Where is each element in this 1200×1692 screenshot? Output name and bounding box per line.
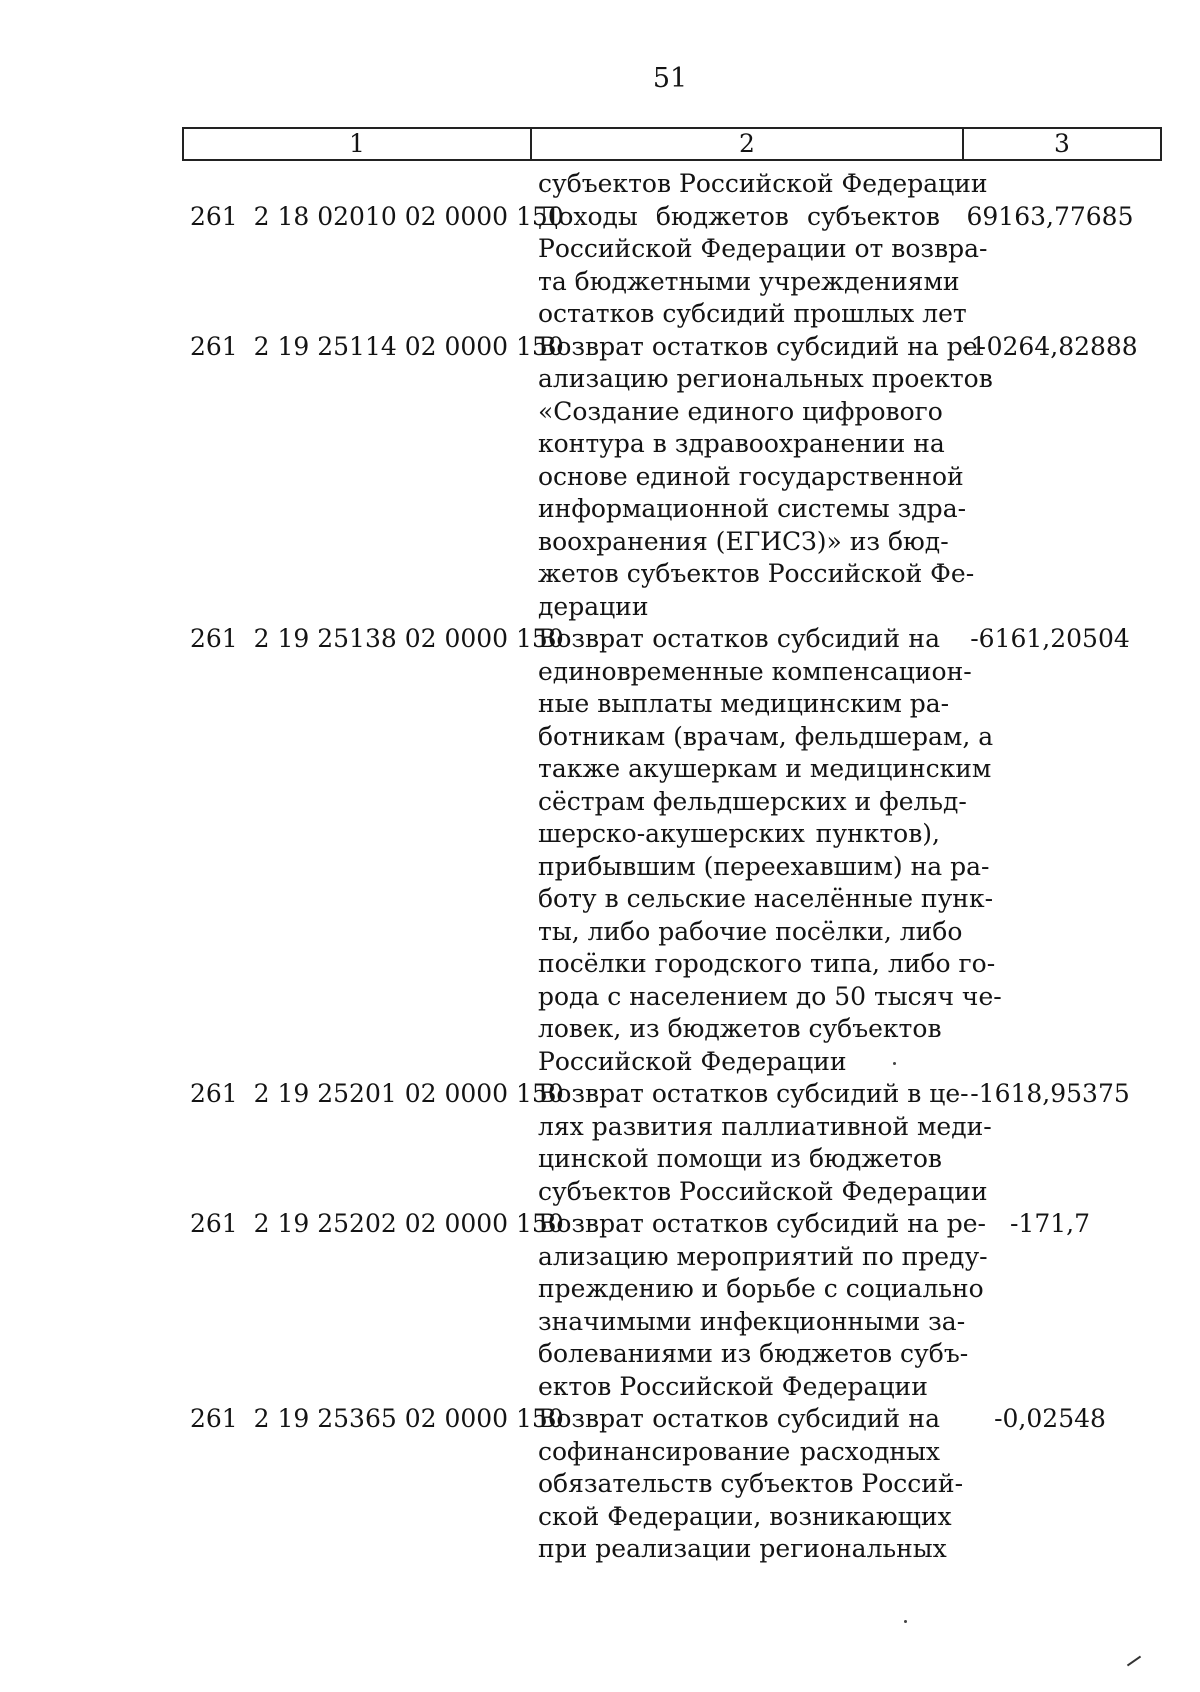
description-line: Возврат остатков субсидий в це- — [538, 1079, 969, 1108]
page-number: 51 — [652, 63, 688, 94]
budget-code: 261 2 18 02010 02 0000 150 — [190, 201, 564, 231]
description-cell — [528, 1403, 964, 1566]
table-body — [182, 168, 1182, 1566]
scan-mark — [1127, 1656, 1141, 1667]
description-cell — [528, 1208, 988, 1403]
amount-value: -10264,82888 — [962, 331, 1138, 361]
budget-code: 261 2 19 25138 02 0000 150 — [190, 624, 564, 653]
amount-cell — [940, 168, 1156, 201]
description-line: лях развития паллиативной меди- — [538, 1111, 992, 1141]
description-line: Возврат остатков субсидий на ре- — [538, 331, 986, 361]
description-line: шерско-акушерских пунктов), — [538, 819, 940, 848]
description-line: ные выплаты медицинским ра- — [538, 689, 950, 718]
table-header — [182, 127, 1162, 161]
description-line: сёстрам фельдшерских и фельд- — [538, 786, 967, 816]
description-line: софинансирование расходных — [538, 1436, 940, 1466]
description-cell — [528, 201, 988, 331]
description-line: Возврат остатков субсидий на — [538, 1404, 940, 1433]
description-line: обязательств субъектов Россий- — [538, 1469, 964, 1498]
description-line: посёлки городского типа, либо го- — [538, 949, 996, 978]
description-line: цинской помощи из бюджетов — [538, 1144, 942, 1173]
description-line: жетов субъектов Российской Фе- — [538, 559, 975, 588]
description-line: субъектов Российской Федерации — [538, 1176, 988, 1206]
description-line: воохранения (ЕГИСЗ)» из бюд- — [538, 526, 949, 556]
table-row — [182, 623, 1182, 1078]
description-line: ализацию мероприятий по преду- — [538, 1241, 988, 1271]
amount-value: -1618,95375 — [970, 1079, 1130, 1108]
budget-code: 261 2 19 25114 02 0000 150 — [190, 331, 564, 361]
continuation-row — [182, 168, 1182, 201]
description-line: ектов Российской Федерации — [538, 1371, 928, 1401]
description-line: Российской Федерации — [538, 1046, 847, 1076]
amount-value: -171,7 — [1009, 1209, 1091, 1238]
amount-value: 69163,77685 — [966, 201, 1134, 231]
description-line: рода с населением до 50 тысяч че- — [538, 981, 1002, 1011]
table-row — [182, 1208, 1182, 1403]
table-row — [182, 1403, 1182, 1566]
description-line: единовременные компенсацион- — [538, 656, 972, 686]
table-row — [182, 201, 1182, 331]
description-line: ловек, из бюджетов субъектов — [538, 1014, 942, 1043]
description-line: Российской Федерации от возвра- — [538, 234, 988, 263]
table-row — [182, 331, 1182, 624]
description-line: та бюджетными учреждениями — [538, 266, 960, 296]
budget-code: 261 2 19 25202 02 0000 150 — [190, 1209, 564, 1238]
description-line: преждению и борьбе с социально — [538, 1274, 984, 1303]
amount-value: -6161,20504 — [970, 624, 1130, 653]
budget-code: 261 2 19 25201 02 0000 150 — [190, 1079, 564, 1108]
description-cell — [528, 331, 993, 624]
description-cell — [528, 1078, 992, 1208]
description-line: значимыми инфекционными за- — [538, 1306, 966, 1336]
description-line: боту в сельские населённые пунк- — [538, 884, 994, 913]
description-line: прибывшим (переехавшим) на ра- — [538, 851, 990, 881]
scan-mark — [893, 1062, 896, 1065]
continuation-line: субъектов Российской Федерации — [538, 169, 988, 198]
amount-value: -0,02548 — [994, 1404, 1106, 1433]
description-line: остатков субсидий прошлых лет — [538, 299, 967, 328]
description-line: также акушеркам и медицинским — [538, 754, 992, 783]
description-line: болеваниями из бюджетов субъ- — [538, 1339, 969, 1368]
column-header-3: 3 — [962, 129, 1160, 159]
description-line: ализацию региональных проектов — [538, 364, 993, 393]
description-line: Доходы бюджетов субъектов — [538, 201, 940, 231]
description-line: Возврат остатков субсидий на — [538, 624, 940, 653]
description-line: ботникам (врачам, фельдшерам, а — [538, 721, 994, 751]
code-cell — [182, 168, 528, 201]
description-cell — [528, 168, 988, 201]
budget-code: 261 2 19 25365 02 0000 150 — [190, 1404, 564, 1433]
table-row — [182, 1078, 1182, 1208]
column-header-1: 1 — [349, 129, 365, 158]
description-line: основе единой государственной — [538, 461, 964, 491]
scan-mark — [904, 1620, 907, 1623]
description-line: контура в здравоохранении на — [538, 429, 945, 458]
description-line: ской Федерации, возникающих — [538, 1501, 952, 1531]
description-line: ты, либо рабочие посёлки, либо — [538, 916, 963, 946]
column-header-2: 2 — [530, 129, 962, 159]
description-line: «Создание единого цифрового — [538, 396, 943, 426]
description-line: Возврат остатков субсидий на ре- — [538, 1209, 986, 1238]
description-cell — [528, 623, 1002, 1078]
description-line: информационной системы здра- — [538, 494, 967, 523]
description-line: при реализации региональных — [538, 1534, 947, 1563]
description-line: дерации — [538, 591, 649, 621]
